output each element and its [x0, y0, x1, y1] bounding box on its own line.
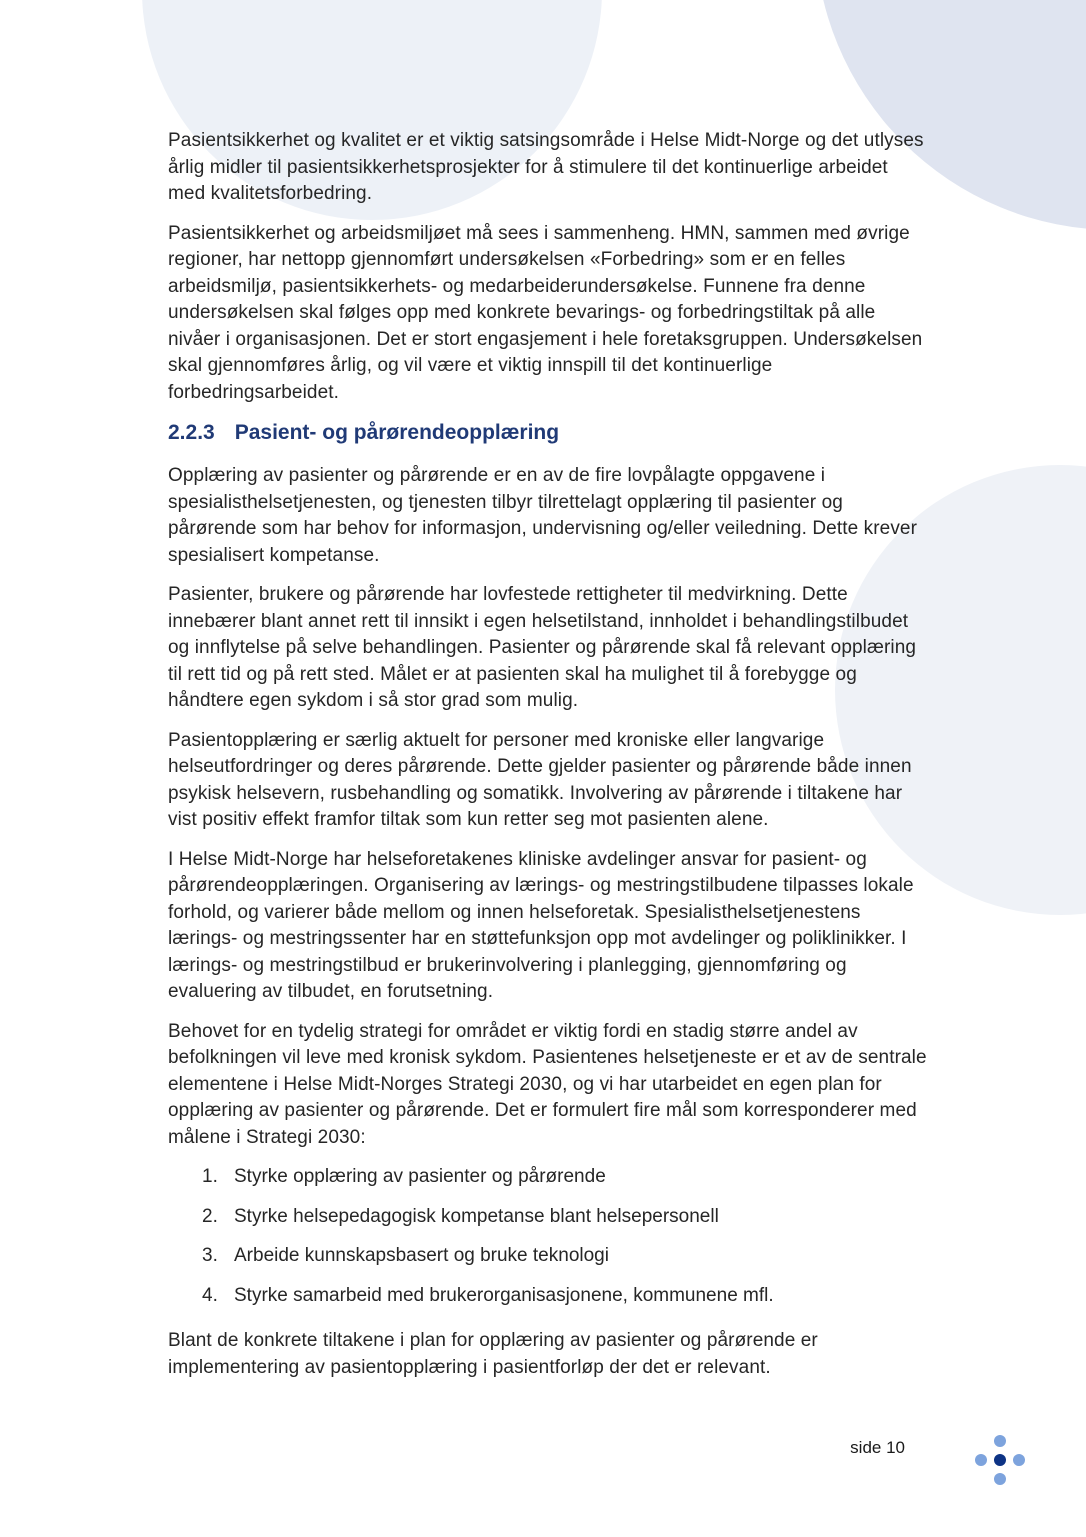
list-item-number: 1. — [202, 1166, 218, 1187]
document-body — [168, 128, 930, 1394]
closing-paragraph: Blant de konkrete tiltakene i plan for opplæring av pasienter og pårørende er implementering av pasientopplæring i pasientforløp der det er relevant. — [168, 1330, 818, 1378]
paragraph: Pasientsikkerhet og kvalitet er et viktig satsingsområde i Helse Midt-Norge og det utlyses årlig midler til pasientsikkerhetsprosjekter for å stimulere til det kontinuerlige arbeidet med kvalitetsforbedring. — [168, 130, 924, 204]
logo-dot-center-icon — [994, 1454, 1006, 1466]
list-item — [202, 1243, 930, 1270]
list-item-text: Styrke helsepedagogisk kompetanse blant helsepersonell — [234, 1205, 719, 1227]
paragraph: I Helse Midt-Norge har helseforetakenes kliniske avdelinger ansvar for pasient- og pårørendeopplæringen. Organisering av lærings- og mestringstilbudene tilpasses lokale forhold, og varierer både mellom og innen helseforetak. Spesialisthelsetjenestens lærings- og mestringssenter har en støttefunksjon opp mot avdelinger og poliklinikker. I lærings- og mestringstilbud er brukerinvolvering i planlegging, gjennomføring og evaluering av tilbudet, en forutsetning. — [168, 848, 914, 1002]
logo-dot-left-icon — [975, 1454, 987, 1466]
list-item-number: 4. — [202, 1284, 218, 1306]
list-item-text: Styrke opplæring av pasienter og pårørende — [234, 1166, 606, 1187]
logo-dot-top-icon — [994, 1435, 1006, 1447]
paragraph: Behovet for en tydelig strategi for området er viktig fordi en stadig større andel av befolkningen vil leve med kronisk sykdom. Pasientenes helsetjeneste er et av de sentrale elementene i Helse Midt-Norges Strategi 2030, og vi har utarbeidet en egen plan for opplæring av pasienter og pårørende. Det er formulert fire mål som korresponderer med målene i Strategi 2030: — [168, 1020, 927, 1148]
goals-list — [168, 1164, 930, 1309]
section-title: Pasient- og pårørendeopplæring — [234, 421, 560, 444]
list-item-number: 2. — [202, 1205, 218, 1227]
page-footer — [168, 1438, 905, 1458]
page-number-label: side 10 — [850, 1438, 905, 1457]
list-item — [202, 1204, 930, 1231]
list-item-number: 3. — [202, 1245, 218, 1266]
section-heading — [168, 419, 930, 447]
list-item — [202, 1283, 930, 1310]
list-item — [202, 1164, 930, 1191]
paragraph: Pasientsikkerhet og arbeidsmiljøet må sees i sammenheng. HMN, sammen med øvrige regioner, har nettopp gjennomført undersøkelsen «Forbedring» som er en felles arbeidsmiljø, pasientsikkerhets- og medarbeiderundersøkelse. Funnene fra denne undersøkelsen skal følges opp med konkrete bevarings- og forbedringstiltak på alle nivåer i organisasjonen. Det er stort engasjement i hele foretaksgruppen. Undersøkelsen skal gjennomføres årlig, og vil være et viktig innspill til det kontinuerlige forbedringsarbeidet. — [168, 222, 923, 403]
paragraph: Pasienter, brukere og pårørende har lovfestede rettigheter til medvirkning. Dette innebærer blant annet rett til innsikt i egen helsetilstand, innholdet i behandlingstilbudet og innflytelse på selve behandlingen. Pasienter og pårørende skal få relevant opplæring til rett tid og på rett sted. Målet er at pasienten skal ha mulighet til å forebygge og håndtere egen sykdom i så stor grad som mulig. — [168, 584, 917, 711]
helse-midt-norge-logo-icon — [976, 1436, 1024, 1484]
list-item-text: Arbeide kunnskapsbasert og bruke teknologi — [234, 1245, 609, 1266]
paragraph: Opplæring av pasienter og pårørende er en av de fire lovpålagte oppgavene i spesialisthelsetjenesten, og tjenesten tilbyr tilrettelagt opplæring til pasienter og pårørende som har behov for informasjon, undervisning og/eller veiledning. Dette krever spesialisert kompetanse. — [168, 465, 918, 566]
logo-dot-right-icon — [1013, 1454, 1025, 1466]
logo-dot-bottom-icon — [994, 1473, 1006, 1485]
section-number: 2.2.3 — [168, 421, 215, 444]
list-item-text: Styrke samarbeid med brukerorganisasjonene, kommunene mfl. — [234, 1284, 774, 1306]
paragraph: Pasientopplæring er særlig aktuelt for personer med kroniske eller langvarige helseutfordringer og deres pårørende. Dette gjelder pasienter og pårørende både innen psykisk helsevern, rusbehandling og somatikk. Involvering av pårørende i tiltakene har vist positiv effekt framfor tiltak som kun retter seg mot pasienten alene. — [168, 729, 912, 830]
